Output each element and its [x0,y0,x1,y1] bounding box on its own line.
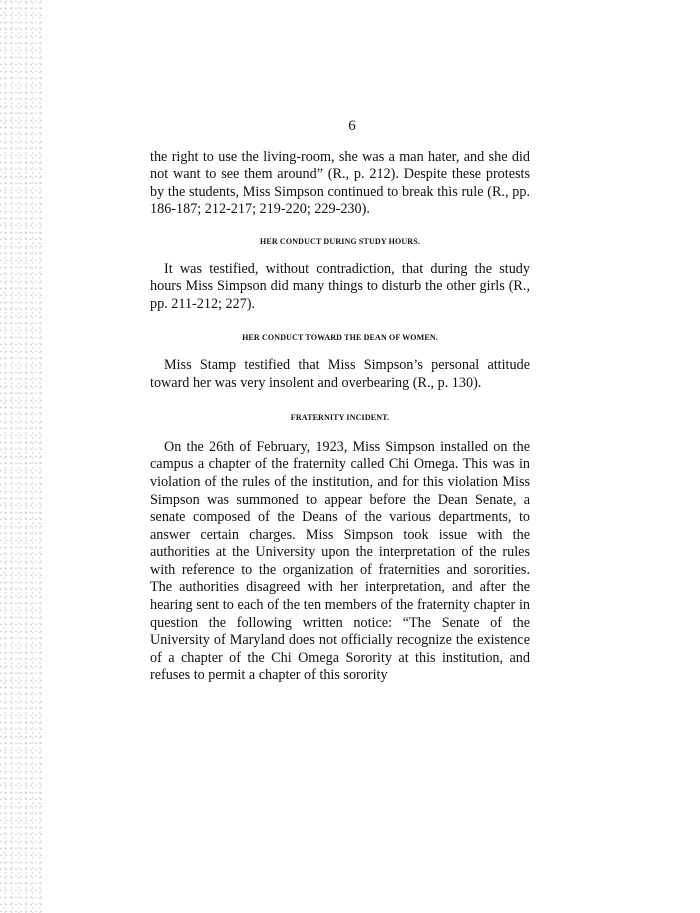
scan-edge-noise [0,0,44,913]
section-heading-fraternity-incident: FRATERNITY INCIDENT. [290,413,390,423]
section-heading-dean-of-women: HER CONDUCT TOWARD THE DEAN OF WOMEN. [242,333,438,343]
paragraph-fraternity-incident: On the 26th of February, 1923, Miss Simpson installed on the campus a chapter of the fraternity called Chi Omega. This was in violation of the rules of the institution, and for this violation Miss Simpson was summoned to appear before the Dean Senate, a senate composed of the Deans of the various departments, to answer certain charges. Miss Simpson took issue with the authorities at the University upon the interpretation of the rules with reference to the organization of fraternities and sororities. The authorities disagreed with her interpretation, and after the hearing sent to each of the ten members of the fraternity chapter in question the following written notice: “The Senate of the University of Maryland does not officially recognize the existence of a chapter of the Chi Omega Sorority at this institution, and refuses to permit a chapter of this sorority [150,438,530,684]
page-number: 6 [348,118,356,134]
document-page [150,118,530,685]
paragraph-dean-of-women: Miss Stamp testified that Miss Simpson’s personal attitude toward her was very insolent and overbearing (R., p. 130). [150,356,530,391]
opening-paragraph: the right to use the living-room, she was a man hater, and she did not want to see them around” (R., p. 212). Despite these protests by the students, Miss Simpson continued to break this rule (R., pp. 186-187; 212-217; 219-220; 229-230). [150,148,530,218]
section-heading-study-hours: HER CONDUCT DURING STUDY HOURS. [259,236,420,246]
paragraph-study-hours: It was testified, without contradiction, that during the study hours Miss Simpson did many things to disturb the other girls (R., pp. 211-212; 227). [150,260,530,312]
